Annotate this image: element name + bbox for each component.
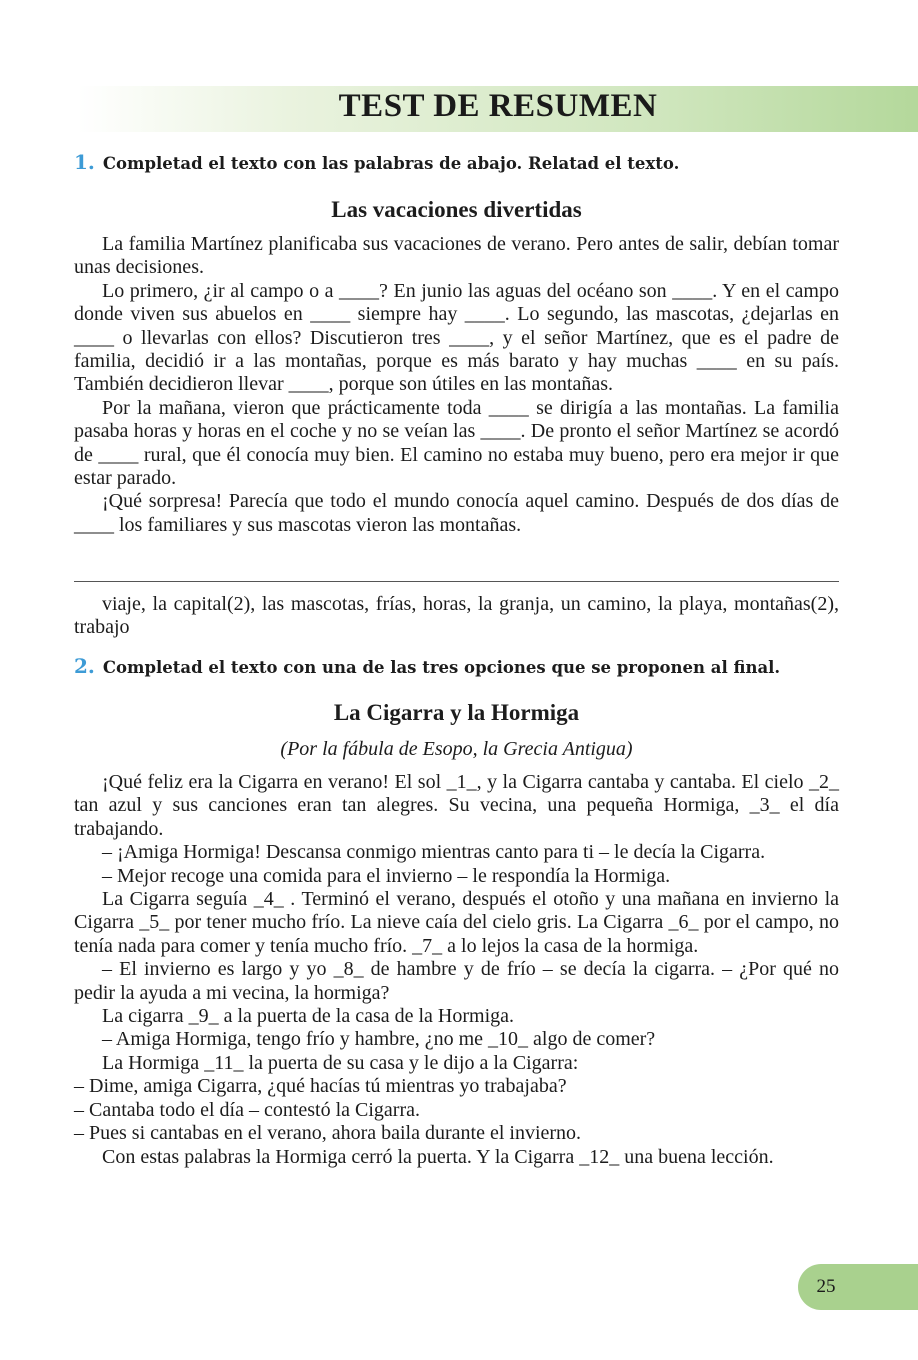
page-title: TEST DE RESUMEN — [338, 88, 658, 124]
story-2-paragraph: La cigarra _9_ a la puerta de la casa de la Hormiga. — [102, 1005, 515, 1028]
task-2-instruction — [74, 654, 839, 678]
word-bank — [74, 593, 839, 640]
task-2-text: Completad el texto con una de las tres opciones que se proponen al final. — [102, 658, 781, 677]
task-1-number: 1. — [74, 150, 95, 174]
story-1-paragraph: La familia Martínez planificaba sus vacaciones de verano. Pero antes de salir, debían tomar unas decisiones. — [74, 233, 839, 279]
word-bank-text: viaje, la capital(2), las mascotas, frías, horas, la granja, un camino, la playa, montañas(2), trabajo — [74, 593, 839, 639]
story-2-paragraph: La Hormiga _11_ la puerta de su casa y le dijo a la Cigarra: — [102, 1051, 579, 1074]
story-1-paragraph: Lo primero, ¿ir al campo o a ____? En junio las aguas del océano son ____. Y en el campo donde viven sus abuelos en ____ siempre hay ____. Lo segundo, las mascotas, ¿dejarlas en ____ o llevarlas con ellos? Discutieron tres ____, y el señor Martínez, que es el padre de familia, decidió ir a las montañas, porque es más barato y hay muchas ____ en su país. También decidieron llevar ____, porque son útiles en las montañas. — [74, 279, 839, 396]
task-2-number: 2. — [74, 654, 95, 678]
story-1-paragraph: Por la mañana, vieron que prácticamente toda ____ se dirigía a las montañas. La familia pasaba horas y horas en el coche y no se veían las ____. De pronto el señor Martínez se acordó de ____ rural, que él conocía muy bien. El camino no estaba muy bueno, pero era mejor ir que estar parado. — [74, 396, 839, 490]
divider — [74, 581, 839, 582]
story-2-paragraph: Con estas palabras la Hormiga cerró la puerta. Y la Cigarra _12_ una buena lección. — [102, 1145, 774, 1168]
story-1-paragraph: ¡Qué sorpresa! Parecía que todo el mundo conocía aquel camino. Después de dos días de ____ los familiares y sus mascotas vieron las montañas. — [74, 490, 839, 536]
story-2-paragraph: – ¡Amiga Hormiga! Descansa conmigo mientras canto para ti – le decía la Cigarra. — [102, 841, 766, 864]
story-2-paragraph: La Cigarra seguía _4_ . Terminó el verano, después el otoño y una mañana en invierno la Cigarra _5_ por tener mucho frío. La nieve caía del cielo gris. La Cigarra _6_ por el campo, no tenía nada para comer y tenía mucho frío. _7_ a lo lejos la casa de la hormiga. — [74, 888, 839, 957]
story-2-paragraph: – Amiga Hormiga, tengo frío y hambre, ¿no me _10_ algo de comer? — [102, 1028, 656, 1051]
story-2-paragraph: – Cantaba todo el día – contestó la Cigarra. — [74, 1098, 421, 1121]
page-number: 25 — [816, 1276, 836, 1297]
task-1-instruction — [74, 150, 839, 174]
story-2-title: La Cigarra y la Hormiga — [333, 700, 580, 725]
story-1-body — [74, 233, 839, 537]
story-2-paragraph: ¡Qué feliz era la Cigarra en verano! El sol _1_, y la Cigarra cantaba y cantaba. El cielo _2_ tan azul y sus canciones eran tan alegres. Su vecina, una pequeña Hormiga, _3_ el día trabajando. — [74, 771, 839, 840]
story-2-paragraph: – Dime, amiga Cigarra, ¿qué hacías tú mientras yo trabajaba? — [74, 1075, 567, 1098]
story-1-title: Las vacaciones divertidas — [331, 197, 582, 222]
story-2-paragraph: – El invierno es largo y yo _8_ de hambre y de frío – se decía la cigarra. – ¿Por qué no pedir la ayuda a mi vecina, la hormiga? — [74, 958, 839, 1004]
story-2-paragraph: – Mejor recoge una comida para el invierno – le respondía la Hormiga. — [102, 864, 671, 887]
story-2-body — [74, 771, 839, 1169]
task-1-text: Completad el texto con las palabras de abajo. Relatad el texto. — [102, 154, 680, 173]
story-2-paragraph: – Pues si cantabas en el verano, ahora baila durante el invierno. — [74, 1122, 582, 1145]
story-2-subtitle: (Por la fábula de Esopo, la Grecia Antigua) — [280, 738, 633, 760]
